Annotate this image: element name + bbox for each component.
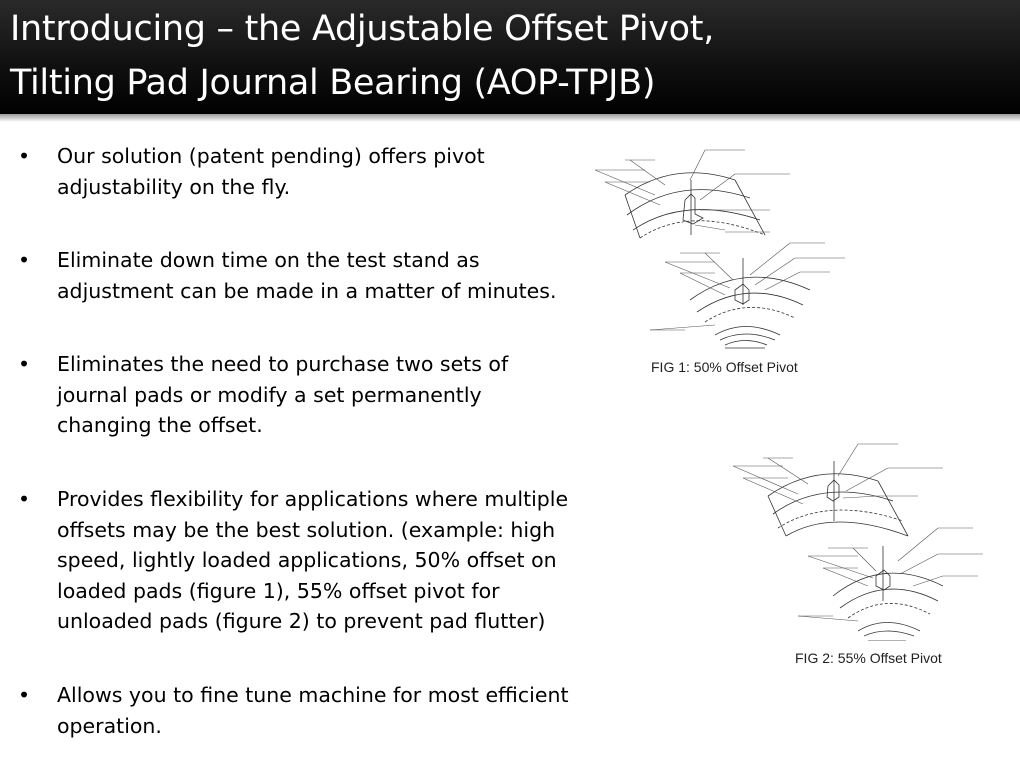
bullet-marker: • — [18, 487, 31, 511]
bullet-item — [18, 349, 588, 441]
bullet-text: Provides flexibility for applications where multiple offsets may be the best solution. (example: high speed, lightly loaded applications, 50% offset on loaded pads (figure 1), 55% offset pivot for unloaded pads (figure 2) to prevent pad flutter) — [57, 487, 569, 633]
bullet-text: Allows you to fine tune machine for most efficient operation. — [57, 683, 569, 738]
bullet-text: Eliminate down time on the test stand as adjustment can be made in a matter of minutes. — [57, 248, 557, 303]
bullet-marker: • — [18, 248, 31, 272]
bullet-item — [18, 245, 588, 306]
bullet-marker: • — [18, 144, 31, 168]
figure-1-caption: FIG 1: 50% Offset Pivot — [651, 359, 798, 375]
figure-2-caption: FIG 2: 55% Offset Pivot — [795, 650, 942, 666]
bullet-text: Eliminates the need to purchase two sets of journal pads or modify a set permanently changing the offset. — [57, 352, 509, 437]
figure-2-drawing — [728, 436, 988, 641]
title-bar — [0, 0, 1020, 114]
figure-1-drawing — [585, 140, 855, 350]
bullet-marker: • — [18, 683, 31, 707]
bullet-item — [18, 141, 588, 202]
bullet-item — [18, 680, 588, 741]
bullet-marker: • — [18, 352, 31, 376]
title-line-1: Introducing – the Adjustable Offset Pivot, — [10, 9, 715, 49]
bullet-text: Our solution (patent pending) offers pivot adjustability on the fly. — [57, 144, 485, 199]
title-line-2: Tilting Pad Journal Bearing (AOP-TPJB) — [10, 63, 656, 103]
bullet-item — [18, 484, 588, 637]
slide-title — [10, 2, 714, 110]
title-bar-shadow — [0, 114, 1020, 122]
